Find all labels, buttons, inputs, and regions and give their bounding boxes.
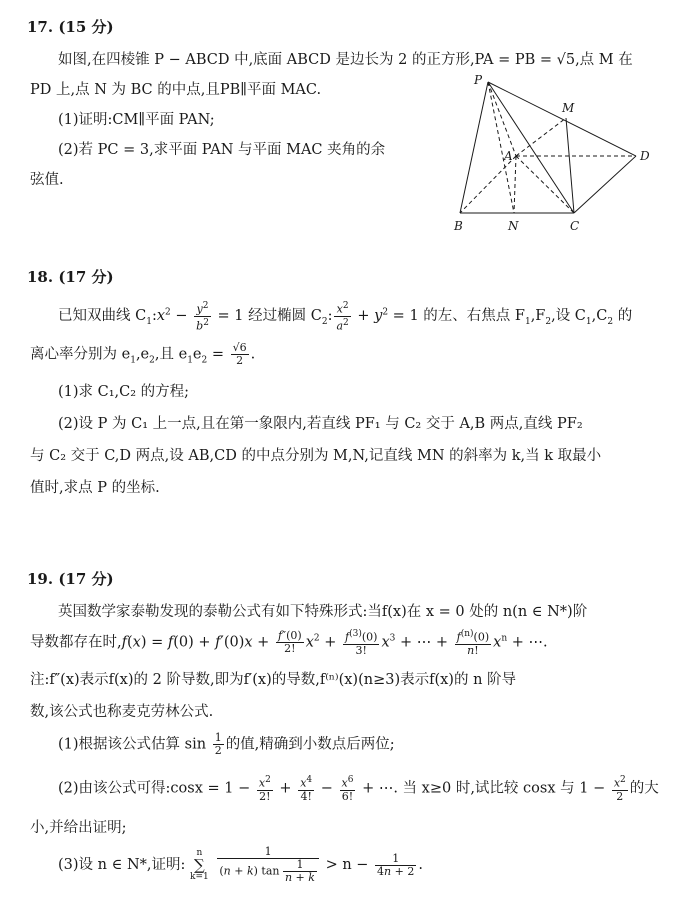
label-D: D [640, 149, 650, 163]
q17-part2-line1: (2)若 PC = 3,求平面 PAN 与平面 MAC 夹角的余 [58, 142, 386, 158]
label-P: P [474, 73, 483, 87]
edge-CD [574, 156, 636, 213]
edge-AC [516, 156, 574, 213]
edge-AM [516, 118, 566, 156]
label-N: N [508, 219, 519, 233]
q18-line2: 离心率分别为 $e_1,e_2$,且 $e_1e_2$ = $\frac{√6}{2}$ . [30, 341, 256, 367]
label-B: B [454, 219, 463, 233]
q19-header: 19. (17 分) [27, 570, 114, 588]
q18-part2-line2: 与 C₂ 交于 C,D 两点,设 AB,CD 的中点分别为 M,N,记直线 MN 的斜率为 k,当 k 取最小 [30, 448, 602, 464]
edge-MC [566, 118, 574, 213]
q18-part2-line1: (2)设 P 为 C₁ 上一点,且在第一象限内,若直线 PF₁ 与 C₂ 交于 A,B 两点,直线 PF₂ [58, 416, 583, 432]
q18-part1: (1)求 C₁,C₂ 的方程; [58, 384, 190, 400]
q19-line3: 注:f″(x)表示f(x)的 2 阶导数,即为f′(x)的导数,f⁽ⁿ⁾(x)(n≥3)表示f(x)的 n 阶导 [30, 672, 517, 688]
edge-AN [514, 156, 516, 213]
label-M: M [562, 101, 575, 115]
label-C: C [570, 219, 580, 233]
q17-part2-line2: 弦值. [30, 172, 64, 188]
q19-line2: 导数都存在时,f(x) = f(0) + f′(0)x + $\frac{f''(0)}{2!}$ $x^2$ + $\frac{f^{(3)}(0)}{3!}$ $x^3$ + ⋯ + $\frac{f^{(n)}(0)}{n!}$ $x^n$ + ⋯. [30, 628, 548, 657]
q19-line4: 数,该公式也称麦克劳林公式. [30, 704, 214, 720]
q17-line1: 如图,在四棱锥 P − ABCD 中,底面 ABCD 是边长为 2 的正方形,PA = PB = √5,点 M 在 [58, 52, 633, 68]
edge-PB [460, 82, 488, 213]
pyramid-figure [448, 70, 668, 240]
q18-header: 18. (17 分) [27, 268, 114, 286]
q17-header: 17. (15 分) [27, 18, 114, 36]
q19-part2: (2)由该公式可得:cosx = 1 − $\frac{x^2}{2!}$ + $\frac{x^4}{4!}$ − $\frac{x^6}{6!}$ + ⋯. 当 x≥0 时,试比较 cosx 与 1 − $\frac{x^2}{2}$ 的大 [58, 775, 659, 803]
label-A: A [504, 149, 513, 163]
q18-part2-line3: 值时,求点 P 的坐标. [30, 480, 160, 496]
q17-part1: (1)证明:CM∥平面 PAN; [58, 112, 215, 128]
q19-part1: (1)根据该公式估算 sin $\frac{1}{2}$ 的值,精确到小数点后两位; [58, 731, 395, 757]
q19-part2-line2: 小,并给出证明; [30, 820, 127, 836]
edge-AB [460, 156, 516, 213]
q19-line1: 英国数学家泰勒发现的泰勒公式有如下特殊形式:当f(x)在 x = 0 处的 n(n ∈ N*)阶 [58, 604, 588, 620]
q19-part3: (3)设 n ∈ N*,证明: n ∑ k=1 1 (n + k) tan $\frac{1}{n + k}$ > n − $\frac{1}{4n + 2}$ . [58, 845, 423, 884]
edge-PD [488, 82, 636, 156]
q17-line2: PD 上,点 N 为 BC 的中点,且PB∥平面 MAC. [30, 82, 322, 98]
q18-line1: 已知双曲线 $C_1:x^2$ − $\frac{y^2}{b^2}$ = 1 经过椭圆 $C_2$: $\frac{x^2}{a^2}$ + $y^2 = 1$ 的左、右焦点 $F_1,F_2$,设 $C_1,C_2$ 的 [58, 301, 633, 333]
